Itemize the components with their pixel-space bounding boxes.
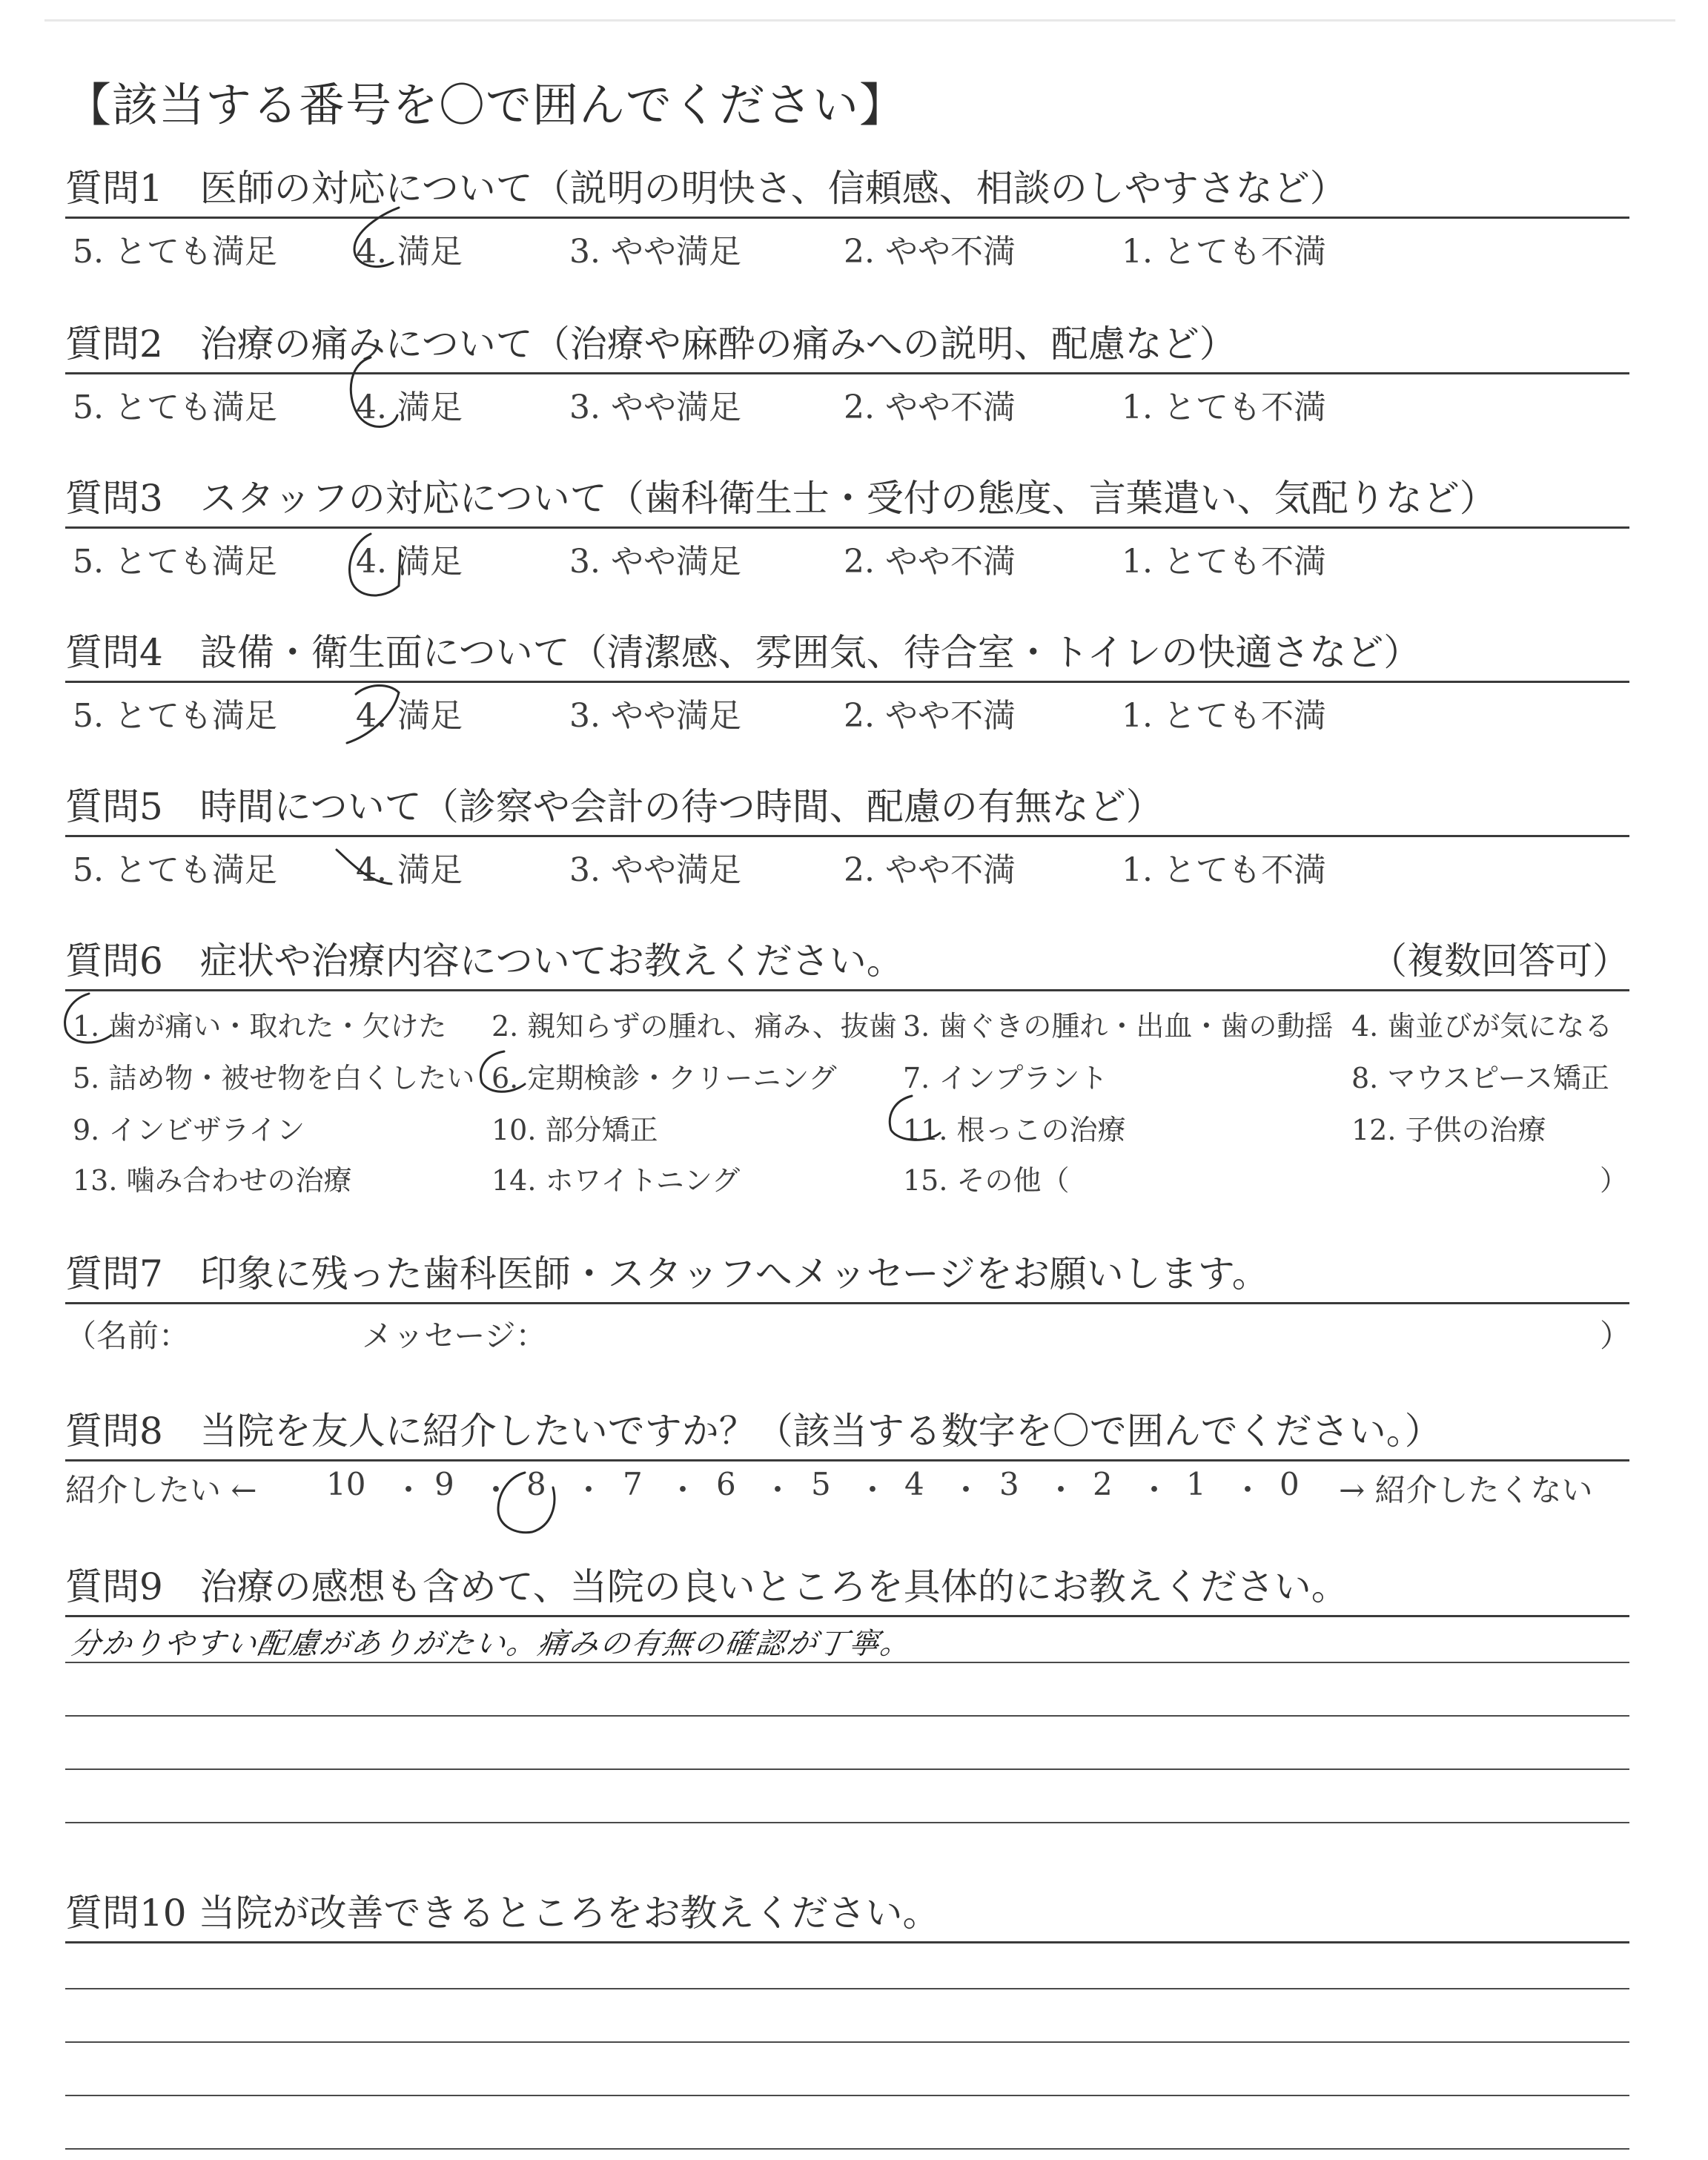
scale-6[interactable]: 6: [716, 1466, 736, 1502]
question-6-header: [65, 937, 1629, 985]
q5-option-2[interactable]: 2. やや不満: [844, 851, 1016, 889]
q6-option-9[interactable]: 9. インビザライン: [73, 1114, 305, 1146]
q6-option-7[interactable]: 7. インプラント: [903, 1062, 1108, 1094]
q4-option-1[interactable]: 1. とても不満: [1122, 697, 1326, 735]
q6-option-11[interactable]: 11. 根っこの治療: [903, 1114, 1126, 1146]
q6-option-1[interactable]: 1. 歯が痛い・取れた・欠けた: [73, 1010, 447, 1043]
question-10: [65, 1889, 1629, 2159]
q5-option-3[interactable]: 3. やや満足: [569, 851, 741, 889]
question-6-options: [65, 991, 1629, 1206]
q2-option-1[interactable]: 1. とても不満: [1122, 389, 1326, 426]
q4-option-2[interactable]: 2. やや不満: [844, 697, 1016, 735]
answer-line: [65, 1822, 1629, 1823]
question-9-handwritten-answer: 分かりやすい配慮がありがたい。痛みの有無の確認が丁寧。: [68, 1627, 914, 1661]
scale-dot: ・: [480, 1472, 512, 1508]
q2-option-5[interactable]: 5. とても満足: [73, 389, 277, 426]
q6-option-8[interactable]: 8. マウスピース矯正: [1351, 1062, 1609, 1094]
question-8: [65, 1407, 1629, 1509]
q4-option-5[interactable]: 5. とても満足: [73, 697, 277, 735]
q1-option-2[interactable]: 2. やや不満: [844, 233, 1016, 271]
scale-dot: ・: [950, 1472, 982, 1508]
scale-right-label: → 紹介したくない: [1339, 1472, 1593, 1508]
scale-dot: ・: [393, 1472, 425, 1508]
q3-option-2[interactable]: 2. やや不満: [844, 543, 1016, 581]
question-3-label: 質問3 スタッフの対応について（歯科衛生士・受付の態度、言葉遣い、気配りなど）: [65, 477, 1497, 520]
q6-option-5[interactable]: 5. 詰め物・被せ物を白くしたい: [73, 1062, 475, 1094]
scale-dot: ・: [1045, 1472, 1077, 1508]
top-edge-line: [44, 19, 1675, 22]
answer-line: [65, 2041, 1629, 2043]
answer-line: [65, 1988, 1629, 1989]
scale-dot: ・: [667, 1472, 699, 1508]
question-3-options: [65, 529, 1629, 581]
q1-option-4[interactable]: 4. 満足: [356, 233, 463, 271]
question-10-answer-area[interactable]: [65, 1943, 1629, 2159]
q5-option-4[interactable]: 4. 満足: [356, 851, 463, 889]
question-3: [65, 475, 1629, 581]
question-6-label: 質問6 症状や治療内容についてお教えください。: [65, 939, 904, 982]
q6-option-4[interactable]: 4. 歯並びが気になる: [1351, 1010, 1613, 1043]
scale-5[interactable]: 5: [811, 1466, 831, 1502]
q6-option-3[interactable]: 3. 歯ぐきの腫れ・出血・歯の動揺: [903, 1010, 1334, 1043]
q6-option-2[interactable]: 2. 親知らずの腫れ、痛み、抜歯: [491, 1010, 897, 1043]
question-2: [65, 320, 1629, 426]
q3-option-5[interactable]: 5. とても満足: [73, 543, 277, 581]
q6-option-14[interactable]: 14. ホワイトニング: [491, 1164, 741, 1197]
question-5: [65, 783, 1629, 889]
multiple-answers-note: （複数回答可）: [1370, 939, 1629, 982]
q5-option-1[interactable]: 1. とても不満: [1122, 851, 1326, 889]
answer-line: [65, 1662, 1629, 1663]
q3-option-3[interactable]: 3. やや満足: [569, 543, 741, 581]
question-4: [65, 629, 1629, 735]
scale-7[interactable]: 7: [623, 1466, 643, 1502]
scale-8[interactable]: 8: [526, 1466, 546, 1502]
q4-option-4[interactable]: 4. 満足: [356, 697, 463, 735]
scale-4[interactable]: 4: [904, 1466, 924, 1502]
scale-dot: ・: [1232, 1472, 1264, 1508]
answer-line: [65, 2095, 1629, 2096]
scale-dot: ・: [573, 1472, 605, 1508]
name-field-label: （名前：: [65, 1318, 191, 1354]
question-10-label: 質問10 当院が改善できるところをお教えください。: [65, 1892, 940, 1935]
question-1: [65, 165, 1629, 271]
scale-dot: ・: [857, 1472, 889, 1508]
recommend-scale: [65, 1462, 1629, 1509]
q6-other-close-paren: ）: [1600, 1164, 1629, 1197]
q6-option-6[interactable]: 6. 定期検診・クリーニング: [491, 1062, 837, 1094]
q6-option-10[interactable]: 10. 部分矯正: [491, 1114, 658, 1146]
scale-10[interactable]: 10: [326, 1466, 366, 1502]
scale-3[interactable]: 3: [999, 1466, 1019, 1502]
q1-option-1[interactable]: 1. とても不満: [1122, 233, 1326, 271]
scale-dot: ・: [1139, 1472, 1171, 1508]
answer-line: [65, 2148, 1629, 2150]
question-1-label: 質問1 医師の対応について（説明の明快さ、信頼感、相談のしやすさなど）: [65, 167, 1347, 210]
question-7-fields: [65, 1304, 1632, 1354]
question-8-label: 質問8 当院を友人に紹介したいですか？（該当する数字を〇で囲んでください。）: [65, 1410, 1442, 1453]
q1-option-3[interactable]: 3. やや満足: [569, 233, 741, 271]
fields-close-paren: ）: [1600, 1318, 1632, 1354]
scale-9[interactable]: 9: [434, 1466, 454, 1502]
scale-2[interactable]: 2: [1093, 1466, 1113, 1502]
q6-option-12[interactable]: 12. 子供の治療: [1351, 1114, 1546, 1146]
scale-1[interactable]: 1: [1186, 1466, 1206, 1502]
question-2-label: 質問2 治療の痛みについて（治療や麻酔の痛みへの説明、配慮など）: [65, 323, 1237, 366]
question-9-answer-area[interactable]: [65, 1617, 1629, 1855]
scale-dot: ・: [762, 1472, 794, 1508]
question-7-label: 質問7 印象に残った歯科医師・スタッフへメッセージをお願いします。: [65, 1252, 1269, 1295]
question-6: [65, 937, 1629, 1206]
question-9: [65, 1563, 1629, 1855]
q4-option-3[interactable]: 3. やや満足: [569, 697, 741, 735]
question-5-options: [65, 837, 1629, 889]
q1-option-5[interactable]: 5. とても満足: [73, 233, 277, 271]
question-4-label: 質問4 設備・衛生面について（清潔感、雰囲気、待合室・トイレの快適さなど）: [65, 631, 1421, 674]
question-9-label: 質問9 治療の感想も含めて、当院の良いところを具体的にお教えください。: [65, 1565, 1348, 1608]
q2-option-2[interactable]: 2. やや不満: [844, 389, 1016, 426]
q3-option-4[interactable]: 4. 満足: [356, 543, 463, 581]
q3-option-1[interactable]: 1. とても不満: [1122, 543, 1326, 581]
scale-left-label: 紹介したい ←: [65, 1472, 257, 1508]
message-field-label[interactable]: メッセージ：: [362, 1318, 547, 1354]
answer-line: [65, 1768, 1629, 1770]
q5-option-5[interactable]: 5. とても満足: [73, 851, 277, 889]
q2-option-4[interactable]: 4. 満足: [356, 389, 463, 426]
q6-option-13[interactable]: 13. 噛み合わせの治療: [73, 1164, 352, 1197]
scale-0[interactable]: 0: [1280, 1466, 1300, 1502]
question-4-options: [65, 683, 1629, 735]
answer-line: [65, 1715, 1629, 1717]
instructions-title: 【該当する番号を〇で囲んでください】: [65, 78, 907, 132]
question-7: [65, 1250, 1632, 1354]
question-5-label: 質問5 時間について（診察や会計の待つ時間、配慮の有無など）: [65, 785, 1163, 828]
question-2-options: [65, 374, 1629, 426]
q6-option-15[interactable]: 15. その他（: [903, 1164, 1070, 1197]
q2-option-3[interactable]: 3. やや満足: [569, 389, 741, 426]
question-1-options: [65, 219, 1629, 271]
